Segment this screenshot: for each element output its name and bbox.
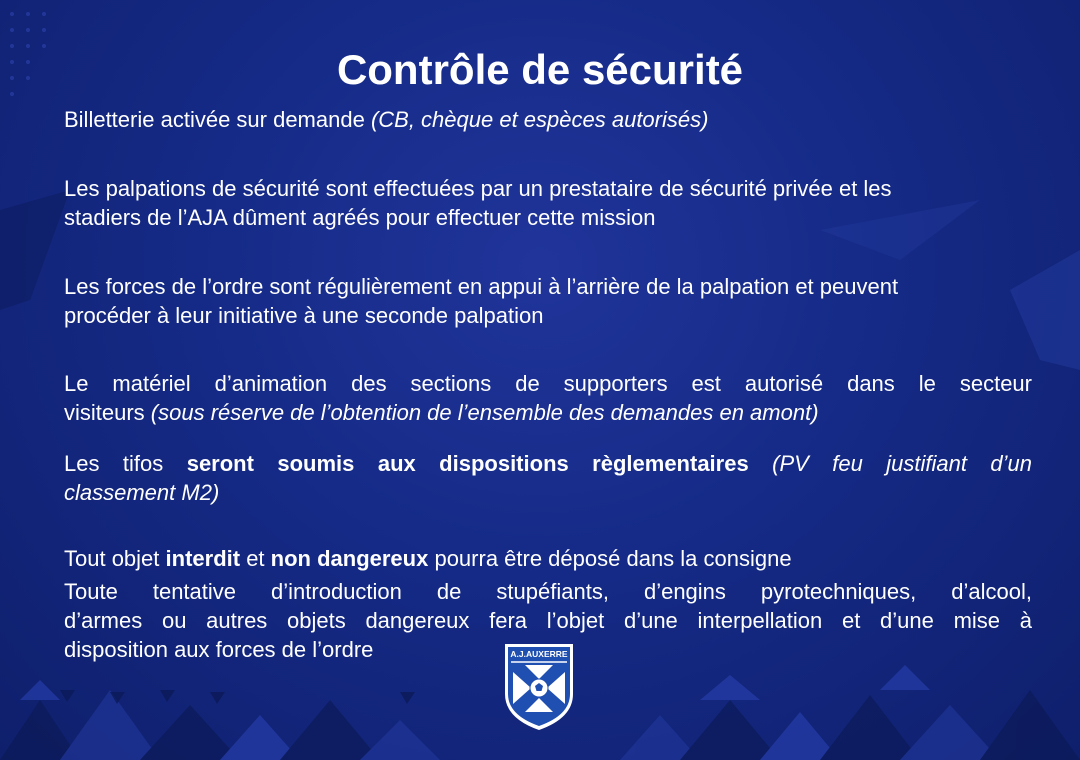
locker-text-3: pourra être déposé dans la consigne <box>428 546 792 571</box>
police-line-1: Les forces de l’ordre sont régulièrement en appui à l’arrière de la palpation et peuvent <box>64 274 899 299</box>
tifos-line-1 <box>64 449 1032 478</box>
police-line-2: procéder à leur initiative à une seconde palpation <box>64 303 544 328</box>
frisk-line-1: Les palpations de sécurité sont effectuées par un prestataire de sécurité privée et les <box>64 176 892 201</box>
locker-text-1: Tout objet <box>64 546 166 571</box>
frisk-paragraph <box>64 174 1032 232</box>
ticketing-text: Billetterie activée sur demande <box>64 107 371 132</box>
tifos-regulation: seront soumis aux dispositions règlementaires <box>186 451 749 476</box>
locker-non-dangerous: non dangereux <box>270 546 429 571</box>
supporter-material-paragraph <box>64 369 1032 427</box>
prohibited-line-2: d’armes ou autres objets dangereux fera l’objet d’une interpellation et d’une mise à <box>64 608 1032 633</box>
police-paragraph <box>64 272 1032 330</box>
tifos-note-2: classement M2) <box>64 480 220 505</box>
frisk-line-2: stadiers de l’AJA dûment agréés pour effectuer cette mission <box>64 205 656 230</box>
page-title: Contrôle de sécurité <box>336 46 744 93</box>
locker-paragraph <box>64 544 1032 573</box>
logo-label: A.J.AUXERRE <box>510 649 568 659</box>
aja-crest-icon <box>503 642 575 732</box>
tifos-note-1: (PV feu justifiant d’un <box>748 451 1033 476</box>
supporter-material-line-2: visiteurs <box>64 400 151 425</box>
prohibited-line-1: Toute tentative d’introduction de stupéfiants, d’engins pyrotechniques, d’alcool, <box>64 579 1032 604</box>
tifos-prefix: Les tifos <box>64 451 187 476</box>
supporter-material-note: (sous réserve de l’obtention de l’ensemble des demandes en amont) <box>150 400 819 425</box>
prohibited-line-3: disposition aux forces de l’ordre <box>64 637 374 662</box>
locker-forbidden: interdit <box>165 546 241 571</box>
tifos-paragraph <box>64 449 1032 507</box>
supporter-material-line-1: Le matériel d’animation des sections de supporters est autorisé dans le secteur <box>64 371 1032 396</box>
ticketing-paragraph <box>64 105 1032 134</box>
payment-methods-note: (CB, chèque et espèces autorisés) <box>370 107 709 132</box>
locker-text-2: et <box>240 546 271 571</box>
